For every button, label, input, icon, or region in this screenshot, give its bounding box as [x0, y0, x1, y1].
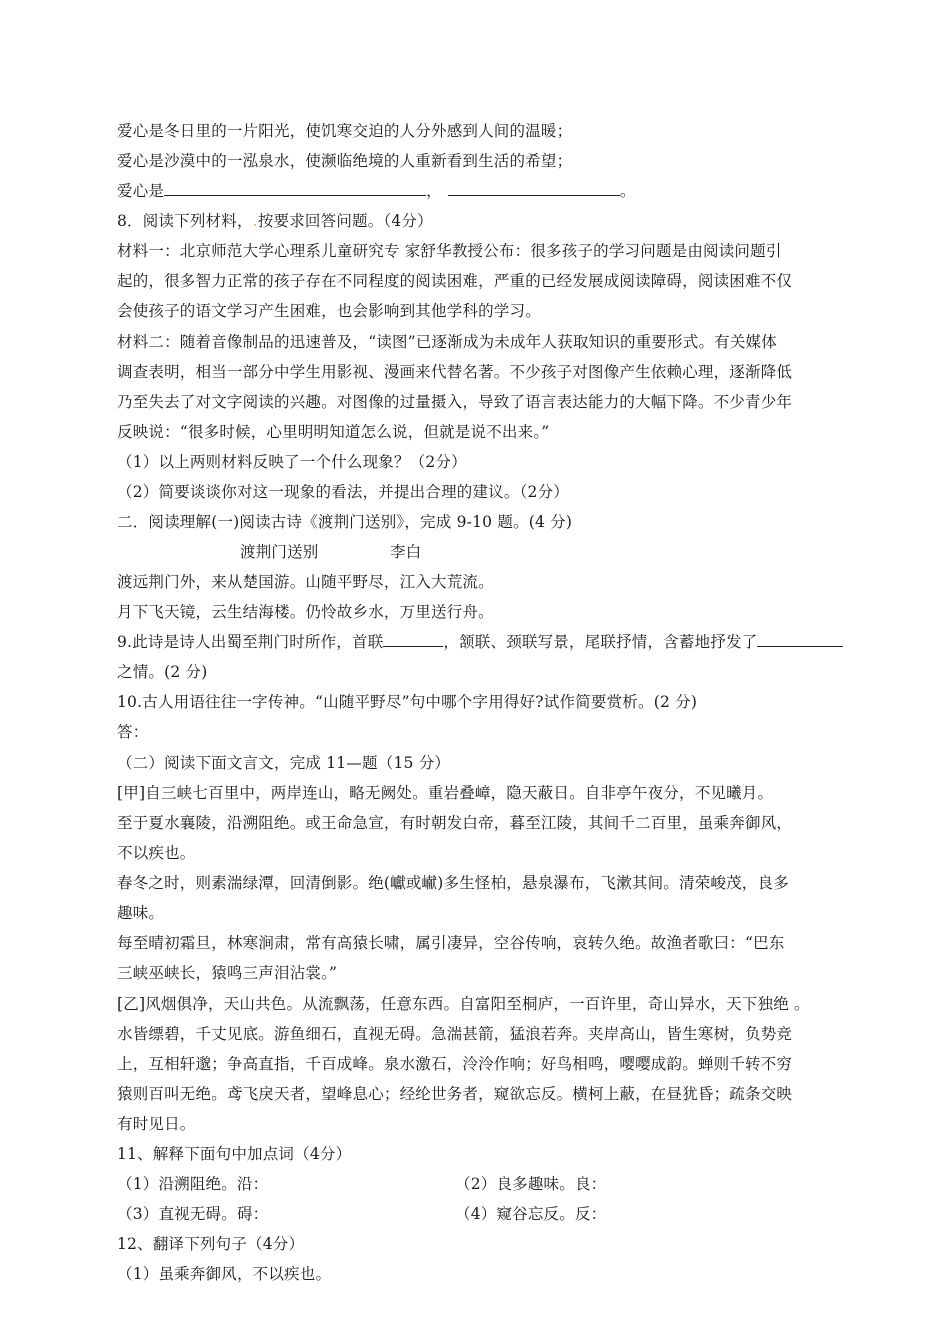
text-line: 材料一：北京师范大学心理系儿童研究专 家舒华教授公布：很多孩子的学习问题是由阅读问题引 [117, 242, 782, 260]
text-line: 猿则百叫无绝。鸢飞戾天者，望峰息心；经纶世务者，窥欲忘反。横柯上蔽，在昼犹昏；疏条交映 [117, 1085, 793, 1103]
fill-in-line [117, 180, 636, 202]
text-line: 水皆缥碧，千丈见底。游鱼细石，直视无碍。急湍甚箭，猛浪若奔。夹岸高山，皆生寒树，负势竞 [117, 1025, 793, 1043]
sub-question: （1）虽乘奔御风，不以疾也。 [117, 1265, 332, 1283]
poem-author: 李白 [390, 543, 422, 561]
sub-question: （4）窥谷忘反。反： [455, 1205, 607, 1223]
answer-blank[interactable] [448, 180, 620, 196]
text-line: 爱心是沙漠中的一泓泉水，使濒临绝境的人重新看到生活的希望； [117, 152, 573, 170]
section-heading: 二．阅读理解(一)阅读古诗《渡荆门送别》，完成 9-10 题。(4 分) [117, 513, 573, 531]
section-heading: （二）阅读下面文言文，完成 11—题（15 分） [117, 754, 451, 772]
text-line: 乃至失去了对文字阅读的兴趣。对图像的过量摄入，导致了语言表达能力的大幅下降。不少青少年 [117, 393, 793, 411]
answer-label: 答： [117, 723, 149, 741]
answer-blank[interactable] [383, 631, 443, 647]
text-line: 有时见日。 [117, 1115, 196, 1133]
text-line: 三峡巫峡长，猿鸣三声泪沾裳。” [117, 964, 338, 982]
text-segment: 。 [619, 182, 636, 200]
answer-blank[interactable] [757, 631, 843, 647]
text-segment: 爱心是 [117, 182, 165, 200]
question-heading: 11、解释下面句中加点词（4分） [117, 1145, 352, 1163]
question-heading [117, 210, 433, 232]
text-line: 反映说：“很多时候，心里明明知道怎么说，但就是说不出来。” [117, 423, 550, 441]
text-line: 至于夏水襄陵，沿溯阻绝。或王命急宣，有时朝发白帝，暮至江陵，其间千二百里，虽乘奔御风， [117, 814, 793, 832]
fill-in-line [117, 631, 843, 653]
text-segment: 按要求回答问题。（4分） [257, 212, 433, 230]
text-line: 调查表明，相当一部分中学生用影视、漫画来代替名著。不少孩子对图像产生依赖心理，逐渐降低 [117, 363, 793, 381]
text-segment: ，颔联、颈联写景，尾联抒情，含蓄地抒发了 [443, 633, 758, 651]
stray-mark: . [252, 212, 258, 230]
sub-question: （1）以上两则材料反映了一个什么现象？（2分） [117, 453, 467, 471]
text-line: 每至晴初霜旦，林寒涧肃，常有高猿长啸，属引凄异，空谷传响，哀转久绝。故渔者歌曰：“巴东 [117, 934, 785, 952]
text-line: 之情。(2 分) [117, 663, 208, 681]
sub-question: （3）直视无碍。碍： [117, 1205, 269, 1223]
sub-question: （2）简要谈谈你对这一现象的看法，并提出合理的建议。（2分） [117, 483, 569, 501]
text-line: 会使孩子的语文学习产生困难，也会影响到其他学科的学习。 [117, 302, 541, 320]
text-segment: 9.此诗是诗人出蜀至荆门时所作，首联 [117, 633, 384, 651]
poem-line: 渡远荆门外，来从楚国游。山随平野尽，江入大荒流。 [117, 573, 494, 591]
text-line: [甲]自三峡七百里中，两岸连山，略无阙处。重岩叠嶂，隐天蔽日。自非亭午夜分，不见曦月。 [117, 784, 774, 802]
poem-title: 渡荆门送别 [240, 543, 319, 561]
text-line: 起的，很多智力正常的孩子存在不同程度的阅读困难，严重的已经发展成阅读障碍，阅读困难不仅 [117, 272, 793, 290]
text-line: 上，互相轩邈；争高直指，千百成峰。泉水激石，泠泠作响；好鸟相鸣，嘤嘤成韵。蝉则千转不穷 [117, 1055, 793, 1073]
question: 10.古人用语往往一字传神。“山随平野尽”句中哪个字用得好?试作简要赏析。(2 分) [117, 693, 698, 711]
text-line: [乙]风烟俱净，天山共色。从流飘荡，任意东西。自富阳至桐庐，一百许里，奇山异水，天下独绝 。 [117, 995, 810, 1013]
sub-question: （2）良多趣味。良： [455, 1175, 607, 1193]
question-heading: 12、翻译下列句子（4分） [117, 1235, 305, 1253]
text-line: 春冬之时，则素湍绿潭，回清倒影。绝(巘或𪩘)多生怪柏，悬泉瀑布，飞漱其间。清荣峻茂，良多 [117, 874, 789, 892]
text-line: 不以疾也。 [117, 844, 196, 862]
text-line: 趣味。 [117, 904, 165, 922]
text-segment: ， [426, 182, 442, 200]
text-line: 材料二：随着音像制品的迅速普及，“读图”已逐渐成为未成年人获取知识的重要形式。有关媒体 [117, 333, 777, 351]
text-line: 爱心是冬日里的一片阳光，使饥寒交迫的人分外感到人间的温暖； [117, 122, 573, 140]
sub-question: （1）沿溯阻绝。沿： [117, 1175, 269, 1193]
poem-line: 月下飞天镜，云生结海楼。仍怜故乡水，万里送行舟。 [117, 603, 494, 621]
text-segment: 8．阅读下列材料， [117, 212, 253, 230]
answer-blank[interactable] [164, 180, 426, 196]
